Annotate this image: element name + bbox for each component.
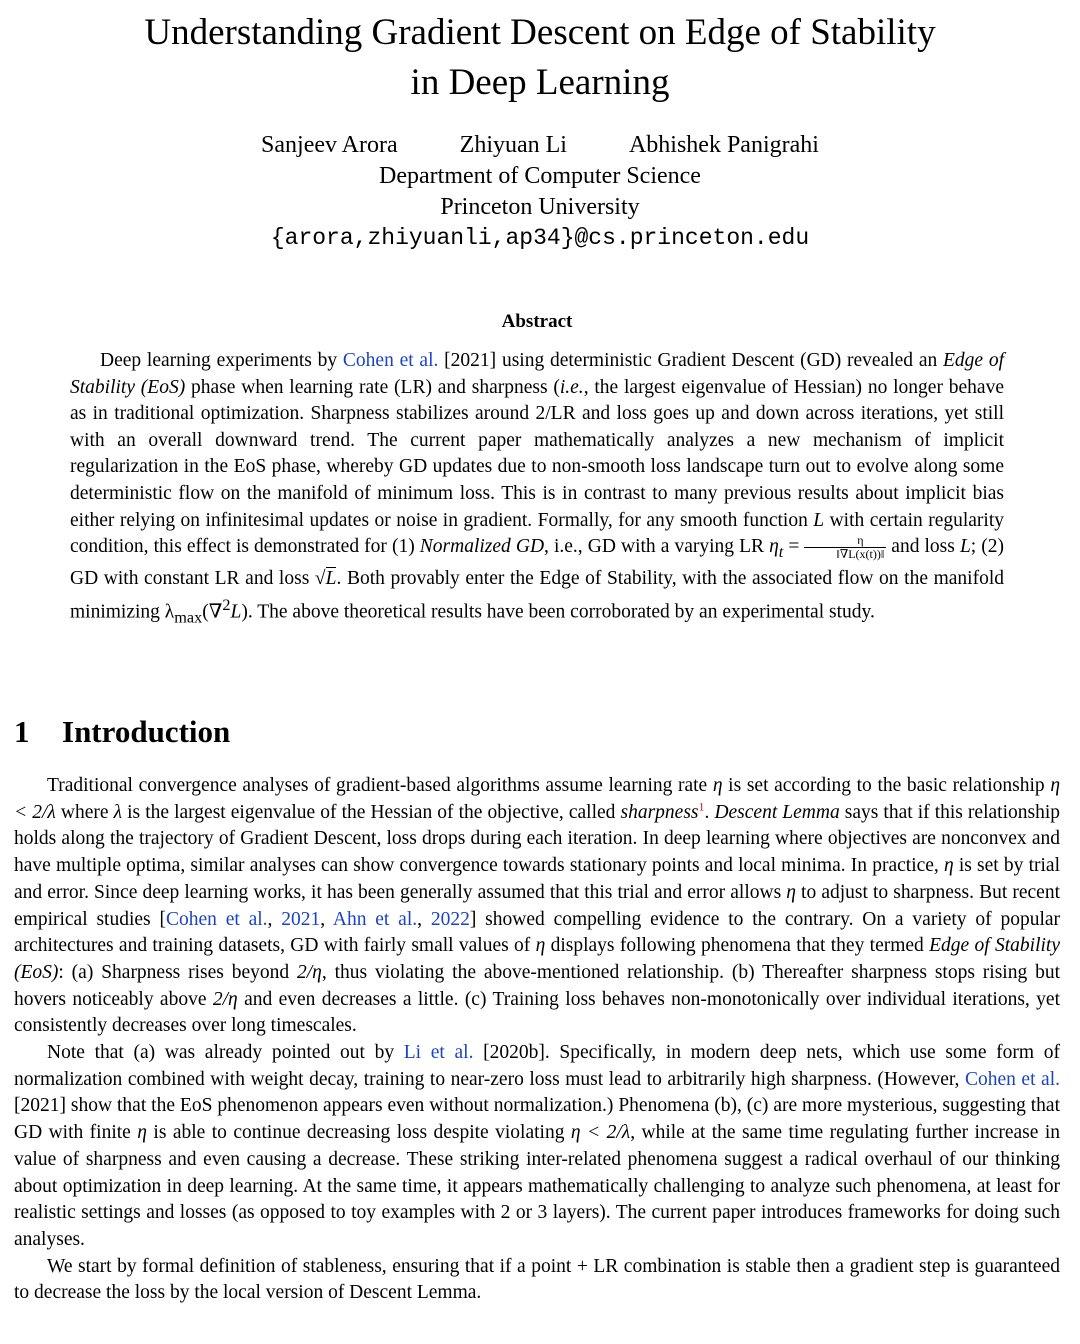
citation-link[interactable]: 2022: [430, 908, 470, 930]
citation-link[interactable]: Cohen et al.: [342, 350, 439, 371]
department: Department of Computer Science: [379, 163, 701, 189]
citation-link[interactable]: [2021]: [14, 1095, 66, 1117]
abstract-body: [70, 348, 1004, 631]
author-block: [0, 130, 1080, 254]
intro-paragraph-1: Traditional convergence analyses of gradient-based algorithms assume learning rate η is set according to the basic relationship η < 2/λ where λ is the largest eigenvalue of the Hessian of the objective, called sharpness$^1$. Descent Lemma says that if this relationship holds along the trajectory of Gradient Descent, loss drops during each iteration. In deep learning where objectives are nonconvex and have multiple optima, similar analyses can show convergence towards stationary points and local minima. In practice, η is set by trial and error. Since deep learning works, it has been generally assumed that this trial and error allows η to adjust to sharpness. But recent empirical studies [Cohen et al., 2021, Ahn et al., 2022] showed compelling evidence to the contrary. On a variety of popular architectures and training datasets, GD with fairly small values of η displays following phenomena that they termed Edge of Stability (EoS): (a) Sharpness rises beyond 2/η, thus violating the above-mentioned relationship. (b) Thereafter sharpness stops rising but hovers noticeably above 2/η and even decreases a little. (c) Training loss behaves non-monotonically over individual iterations, yet consistently decreases over long timescales.: [14, 775, 1061, 1037]
citation-link[interactable]: 2021: [281, 908, 321, 930]
paper-title: [0, 8, 1080, 108]
fraction: $\frac{\eta}{‖\nabla L(x(t))‖}$: [804, 534, 886, 561]
abstract-paragraph: Deep learning experiments by Cohen et al. [2021] using deterministic Gradient Descent (GD) revealed an Edge of Stability (EoS) phase when learning rate (LR) and sharpness (i.e., the largest eigenvalue of Hessian) no longer behave as in traditional optimization. Sharpness stabilizes around 2/LR and loss goes up and down across iterations, yet still with an overall downward trend. The current paper mathematically analyzes a new mechanism of implicit regularization in the EoS phase, whereby GD updates due to non-smooth loss landscape turn out to evolve along some deterministic flow on the manifold of minimum loss. This is in contrast to many previous results about implicit bias either relying on infinitesimal updates or noise in gradient. Formally, for any smooth function L with certain regularity condition, this effect is demonstrated for (1) Normalized GD, i.e., GD with a varying LR $\eta_t$ = $\frac{\eta}{‖\nabla L(x(t))‖}$ and loss L; (2) GD with constant LR and loss √L. Both provably enter the Edge of Stability, with the associated flow on the manifold minimizing $\lambda_{max}(\nabla^2L)$. The above theoretical results have been corroborated by an experimental study.: [70, 350, 1005, 627]
section-title: Introduction: [62, 714, 231, 749]
title-line-1: Understanding Gradient Descent on Edge of Stability: [144, 12, 936, 53]
citation-link[interactable]: Cohen et al.: [165, 908, 268, 930]
section-number: 1: [14, 714, 30, 749]
citation-link[interactable]: Cohen et al.: [964, 1068, 1060, 1090]
author-names: [0, 130, 1080, 161]
citation-link[interactable]: Li et al.: [403, 1042, 474, 1064]
author-email: {arora,zhiyuanli,ap34}@cs.princeton.edu: [270, 225, 810, 251]
intro-paragraph-3: We start by formal definition of stableness, ensuring that if a point + LR combination is stable then a gradient step is guaranteed to decrease the loss by the local version of Descent Lemma.: [14, 1255, 1060, 1304]
abstract-heading: Abstract: [501, 311, 573, 332]
author-name: Zhiyuan Li: [459, 132, 567, 158]
section-heading: [14, 714, 230, 750]
title-line-2: in Deep Learning: [410, 62, 670, 103]
citation-link[interactable]: Ahn et al.: [332, 908, 418, 930]
intro-paragraph-2: Note that (a) was already pointed out by Li et al. [2020b]. Specifically, in modern deep nets, which use some form of normalization combined with weight decay, training to near-zero loss must lead to arbitrarily high sharpness. (However, Cohen et al. [2021] show that the EoS phenomenon appears even without normalization.) Phenomena (b), (c) are more mysterious, suggesting that GD with finite η is able to continue decreasing loss despite violating η < 2/λ, while at the same time regulating further increase in value of sharpness and even causing a decrease. These striking inter-related phenomena suggest a radical overhaul of our thinking about optimization in deep learning. At the same time, it appears mathematically challenging to analyze such phenomena, at least for realistic settings and losses (as opposed to toy examples with 2 or 3 layers). The current paper introduces frameworks for doing such analyses.: [14, 1042, 1061, 1250]
university: Princeton University: [440, 194, 640, 220]
author-name: Abhishek Panigrahi: [628, 132, 819, 158]
author-name: Sanjeev Arora: [261, 132, 398, 158]
citation-link[interactable]: [2020b]: [483, 1042, 545, 1064]
citation-link[interactable]: [2021]: [444, 350, 497, 371]
footnote-marker[interactable]: 1: [698, 799, 705, 814]
introduction-body: [14, 773, 1060, 1307]
